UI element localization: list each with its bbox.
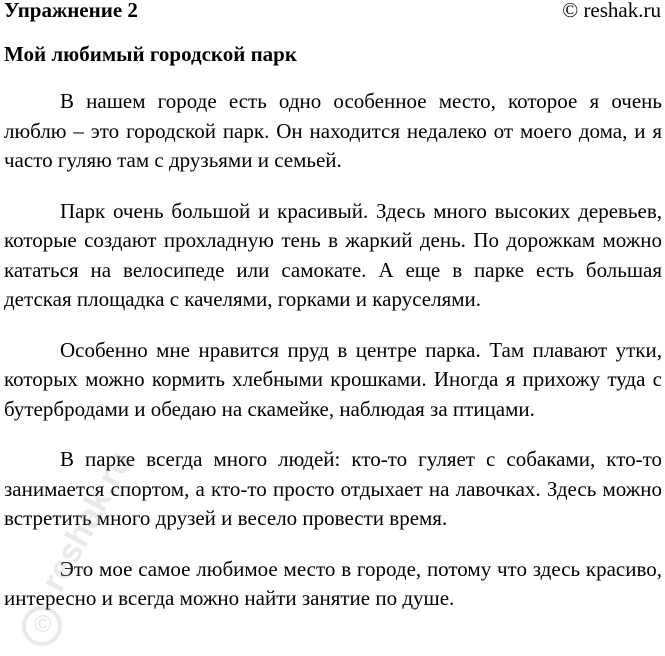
essay-paragraph-5: Это мое самое любимое место в городе, потому что здесь красиво, интересно и всегда можно найти занятие по душе.	[4, 556, 662, 610]
page-header	[4, 0, 661, 26]
watermark-symbol: ©	[34, 611, 52, 638]
watermark-text: reshak.ru	[34, 444, 140, 598]
essay-paragraph-2: Парк очень большой и красивый. Здесь много высоких деревьев, которые создают прохладную тень в жаркий день. По дорожкам можно кататься на велосипеде или самокате. А еще в парке есть большая детская площадка с качелями, горками и каруселями.	[4, 198, 662, 311]
essay-title: Мой любимый городской парк	[4, 42, 297, 66]
essay-paragraph-3: Особенно мне нравится пруд в центре парка. Там плавают утки, которых можно кормить хлебными крошками. Иногда я прихожу туда с бутербродами и обедаю на скамейке, наблюдая за птицами.	[4, 337, 662, 421]
exercise-label: Упражнение 2	[4, 0, 138, 22]
essay-paragraph-1: В нашем городе есть одно особенное место, которое я очень люблю – это городской парк. Он находится недалеко от моего дома, и я часто гуляю там с друзьями и семьей.	[4, 89, 662, 172]
essay-body	[4, 87, 662, 635]
copyright-notice: © reshak.ru	[562, 0, 661, 22]
essay-paragraph-4: В парке всегда много людей: кто-то гуляет с собаками, кто-то занимается спортом, а кто-то просто отдыхает на лавочках. Здесь можно встретить много друзей и весело провести время.	[4, 447, 662, 530]
